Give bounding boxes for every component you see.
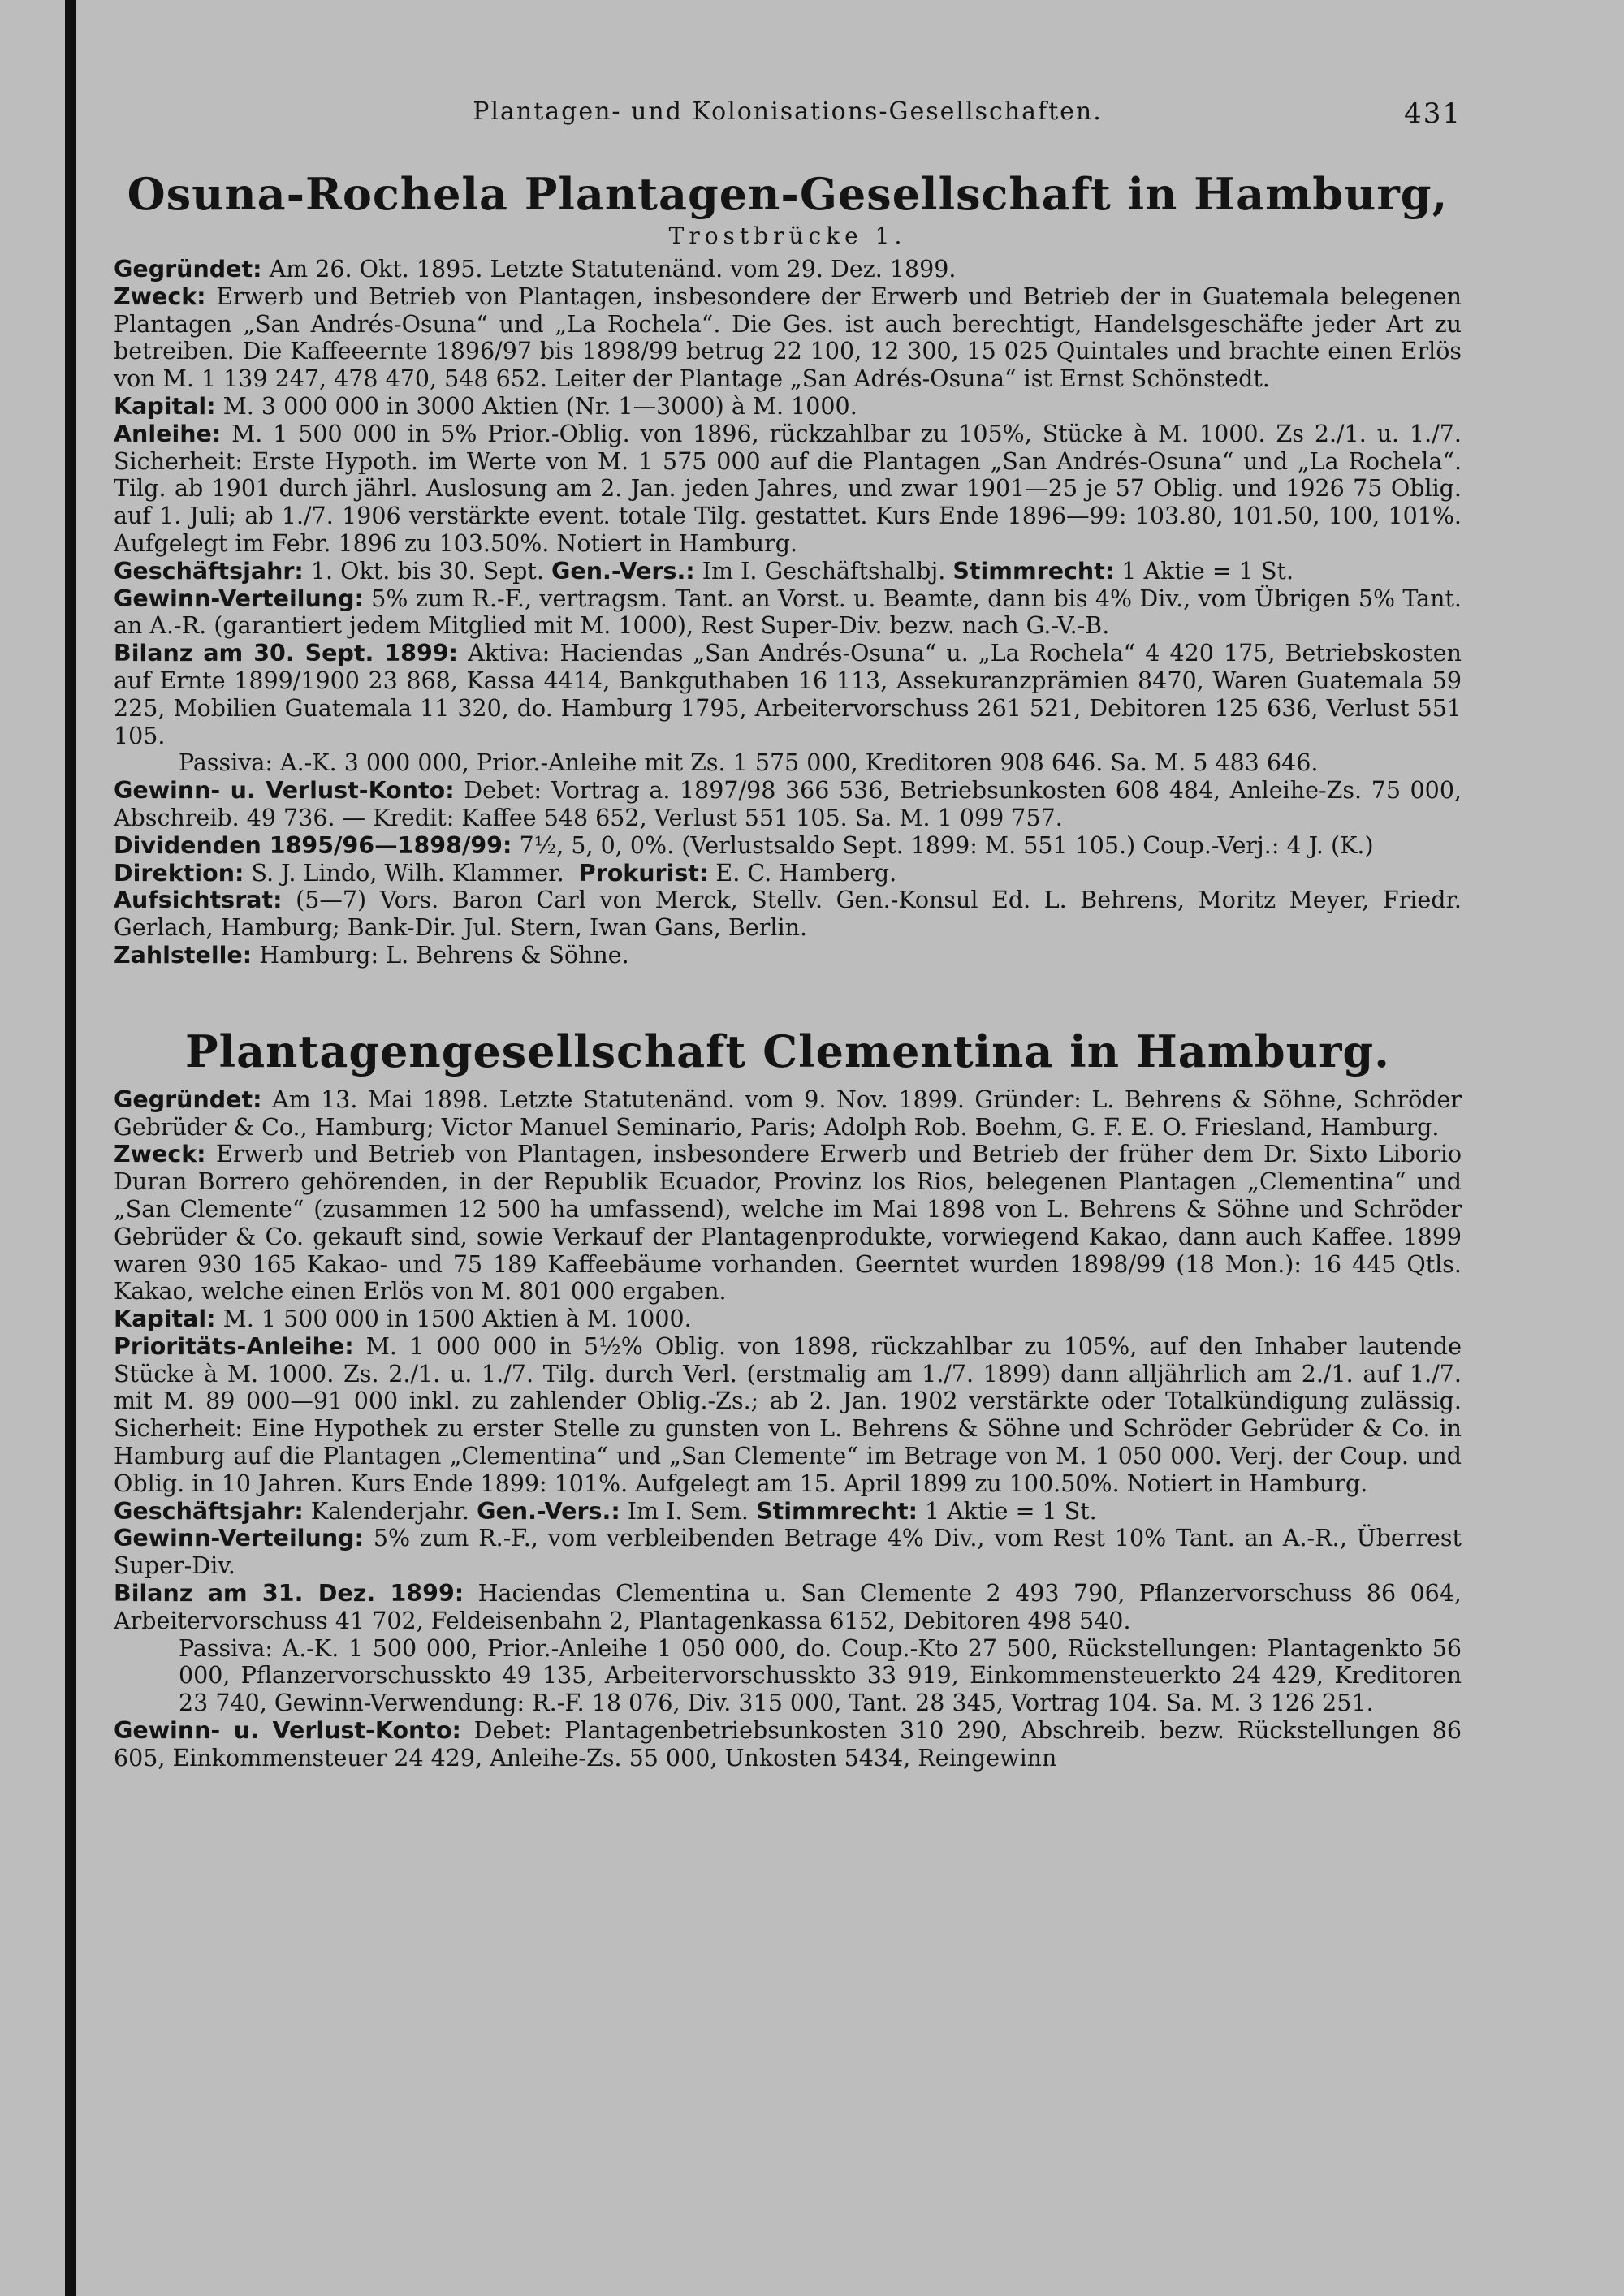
- entry-gewinn-verteilung: [114, 1525, 1462, 1580]
- entry-gewinn-verlust: [114, 1717, 1462, 1772]
- entry-text: 5% zum R.-F., vertragsm. Tant. an Vorst. u. Beamte, dann bis 4% Div., vom Übrigen 5% Tant. an A.-R. (garantiert jedem Mitglied mit M. 1000), Rest Super-Div. bezw. nach G.-V.-B.: [114, 585, 1462, 640]
- entry-text: Haciendas Clementina u. San Clemente 2 493 790, Pflanzervorschuss 86 064, Arbeitervorschuss 41 702, Feldeisenbahn 2, Plantagenkassa 6152, Debitoren 498 540.: [114, 1580, 1462, 1634]
- entry-text: 1. Okt. bis 30. Sept.: [310, 557, 544, 585]
- entry-aufsichtsrat: [114, 887, 1462, 942]
- entry-label-stimmrecht: Stimmrecht:: [952, 557, 1115, 585]
- entry-label: Geschäftsjahr:: [114, 1497, 304, 1525]
- entry-zweck: [114, 1141, 1462, 1306]
- entry-text: (5—7) Vors. Baron Carl von Merck, Stellv. Gen.-Konsul Ed. L. Behrens, Moritz Meyer, Friedr. Gerlach, Hamburg; Bank-Dir. Jul. Stern, Iwan Gans, Berlin.: [114, 887, 1462, 942]
- entry-text: Aktiva: Haciendas „San Andrés-Osuna“ u. „La Rochela“ 4 420 175, Betriebskosten auf Ernte 1899/1900 23 868, Kassa 4414, Bankguthaben 16 113, Assekuranzprämien 8470, Waren Guatemala 59 225, Mobilien Guatemala 11 320, do. Hamburg 1795, Arbeitervorschuss 261 521, Debitoren 125 636, Verlust 551 105.: [114, 640, 1462, 749]
- entry-kapital: [114, 1306, 1462, 1333]
- entry-label: Anleihe:: [114, 420, 222, 447]
- running-title: Plantagen- und Kolonisations-Gesellschaften.: [473, 97, 1103, 126]
- running-head: [114, 97, 1462, 146]
- entry-label: Kapital:: [114, 1306, 216, 1333]
- company-osuna-rochela: [114, 169, 1462, 969]
- entry-anleihe: [114, 421, 1462, 558]
- entry-text: Passiva: A.-K. 1 500 000, Prior.-Anleihe 1 050 000, do. Coup.-Kto 27 500, Rückstellungen: Plantagenkto 56 000, Pflanzervorschusskto 49 135, Arbeitervorschusskto 33 919, Einkommensteuerkto 24 429, Kreditoren 23 740, Gewinn-Verwendung: R.-F. 18 076, Div. 315 000, Tant. 28 345, Vortrag 104. Sa. M. 3 126 251.: [179, 1634, 1462, 1717]
- company-clementina: [114, 1026, 1462, 1772]
- entry-zweck: [114, 283, 1462, 393]
- entry-label-prokurist: Prokurist:: [578, 859, 709, 887]
- entry-direktion: [114, 860, 1462, 887]
- entry-label: Zahlstelle:: [114, 941, 253, 969]
- entry-geschaeftsjahr: [114, 558, 1462, 585]
- entry-text: Kalenderjahr.: [310, 1497, 469, 1525]
- entry-label: Aufsichtsrat:: [114, 887, 283, 914]
- entry-label-gen-vers: Gen.-Vers.:: [477, 1497, 620, 1525]
- entry-label: Zweck:: [114, 1141, 206, 1168]
- entry-text-gen-vers: Im I. Sem.: [627, 1497, 749, 1525]
- entry-text: 5% zum R.-F., vom verbleibenden Betrage 4% Div., vom Rest 10% Tant. an A.-R., Überrest Super-Div.: [114, 1525, 1462, 1580]
- company-title: Osuna-Rochela Plantagen-Gesellschaft in Hamburg,: [127, 168, 1449, 220]
- entry-label: Gegründet:: [114, 256, 262, 283]
- entry-gegruendet: [114, 1086, 1462, 1142]
- entry-gegruendet: [114, 256, 1462, 283]
- entry-text-gen-vers: Im I. Geschäftshalbj.: [702, 557, 946, 585]
- entry-label: Direktion:: [114, 859, 244, 887]
- entry-label: Bilanz am 30. Sept. 1899:: [114, 640, 459, 667]
- entry-label: Gewinn- u. Verlust-Konto:: [114, 1717, 461, 1745]
- entry-label: Kapital:: [114, 392, 216, 420]
- entry-text: Passiva: A.-K. 3 000 000, Prior.-Anleihe mit Zs. 1 575 000, Kreditoren 908 646. Sa. M. 5 483 646.: [179, 749, 1319, 777]
- entry-text: Erwerb und Betrieb von Plantagen, insbesondere der Erwerb und Betrieb der in Guatemala belegenen Plantagen „San Andrés-Osuna“ und „La Rochela“. Die Ges. ist auch berechtigt, Handelsgeschäfte jeder Art zu betreiben. Die Kaffeeernte 1896/97 bis 1898/99 betrug 22 100, 12 300, 15 025 Quintales und brachte einen Erlös von M. 1 139 247, 478 470, 548 652. Leiter der Plantage „San Adrés-Osuna“ ist Ernst Schönstedt.: [114, 283, 1462, 393]
- entry-text-stimmrecht: 1 Aktie = 1 St.: [925, 1497, 1097, 1525]
- entry-kapital: [114, 393, 1462, 421]
- entry-text: Am 13. Mai 1898. Letzte Statutenänd. vom 9. Nov. 1899. Gründer: L. Behrens & Söhne, Schröder Gebrüder & Co., Hamburg; Victor Manuel Seminario, Paris; Adolph Rob. Boehm, G. F. E. O. Friesland, Hamburg.: [114, 1085, 1462, 1141]
- entry-gewinn-verteilung: [114, 585, 1462, 641]
- content: [114, 97, 1462, 1772]
- entry-label: Geschäftsjahr:: [114, 557, 304, 585]
- entry-prioritaets-anleihe: [114, 1333, 1462, 1498]
- entry-text: M. 1 500 000 in 5% Prior.-Oblig. von 1896, rückzahlbar zu 105%, Stücke à M. 1000. Zs 2./1. u. 1./7. Sicherheit: Erste Hypoth. im Werte von M. 1 575 000 auf die Plantagen „San Andrés-Osuna“ und „La Rochela“. Tilg. ab 1901 durch jährl. Auslosung am 2. Jan. jeden Jahres, und zwar 1901—25 je 57 Oblig. und 1926 75 Oblig. auf 1. Juli; ab 1./7. 1906 verstärkte event. totale Tilg. gestattet. Kurs Ende 1896—99: 103.80, 101.50, 100, 101%. Aufgelegt im Febr. 1896 zu 103.50%. Notiert in Hamburg.: [114, 420, 1462, 557]
- entry-text: S. J. Lindo, Wilh. Klammer.: [251, 859, 564, 887]
- entry-text: Hamburg: L. Behrens & Söhne.: [259, 941, 629, 969]
- entry-text: Am 26. Okt. 1895. Letzte Statutenänd. vom 29. Dez. 1899.: [269, 256, 957, 283]
- entry-text: Debet: Vortrag a. 1897/98 366 536, Betriebsunkosten 608 484, Anleihe-Zs. 75 000, Abschreib. 49 736. — Kredit: Kaffee 548 652, Verlust 551 105. Sa. M. 1 099 757.: [114, 777, 1462, 831]
- entry-text: Debet: Plantagenbetriebsunkosten 310 290, Abschreib. bezw. Rückstellungen 86 605, Einkommensteuer 24 429, Anleihe-Zs. 55 000, Unkosten 5434, Reingewinn: [114, 1717, 1462, 1772]
- entry-label: Zweck:: [114, 283, 206, 310]
- entry-label-gen-vers: Gen.-Vers.:: [551, 557, 695, 585]
- binding-edge: [65, 0, 76, 2296]
- entry-label: Prioritäts-Anleihe:: [114, 1332, 354, 1360]
- entry-text: Erwerb und Betrieb von Plantagen, insbesondere Erwerb und Betrieb der früher dem Dr. Sixto Liborio Duran Borrero gehörenden, in der Republik Ecuador, Provinz los Rios, belegenen Plantagen „Clementina“ und „San Clemente“ (zusammen 12 500 ha umfassend), welche im Mai 1898 von L. Behrens & Söhne und Schröder Gebrüder & Co. gekauft sind, sowie Verkauf der Plantagenprodukte, vorwiegend Kakao, dann auch Kaffee. 1899 waren 930 165 Kakao- und 75 189 Kaffeebäume vorhanden. Geerntet wurden 1898/99 (18 Mon.): 16 445 Qtls. Kakao, welche einen Erlös von M. 801 000 ergaben.: [114, 1141, 1462, 1306]
- company-title: Plantagengesellschaft Clementina in Hamburg.: [185, 1025, 1390, 1077]
- entry-label: Gewinn-Verteilung:: [114, 585, 364, 612]
- entry-bilanz-passiva: [114, 1635, 1462, 1717]
- entry-label-stimmrecht: Stimmrecht:: [756, 1497, 918, 1525]
- entry-text: M. 1 000 000 in 5½% Oblig. von 1898, rückzahlbar zu 105%, auf den Inhaber lautende Stücke à M. 1000. Zs. 2./1. u. 1./7. Tilg. durch Verl. (erstmalig am 1./7. 1899) dann alljährlich am 2./1. auf 1./7. mit M. 89 000—91 000 inkl. zu zahlender Oblig.-Zs.; ab 2. Jan. 1902 verstärkte oder Totalkündigung zulässig. Sicherheit: Eine Hypothek zu erster Stelle zu gunsten von L. Behrens & Söhne und Schröder Gebrüder & Co. in Hamburg auf die Plantagen „Clementina“ und „San Clemente“ im Betrage von M. 1 050 000. Verj. der Coup. und Oblig. in 10 Jahren. Kurs Ende 1899: 101%. Aufgelegt am 15. April 1899 zu 100.50%. Notiert in Hamburg.: [114, 1332, 1462, 1497]
- entry-text: M. 3 000 000 in 3000 Aktien (Nr. 1—3000) à M. 1000.: [222, 392, 857, 420]
- entry-bilanz-passiva: [114, 749, 1462, 777]
- entry-label: Dividenden 1895/96—1898/99:: [114, 831, 512, 859]
- entry-geschaeftsjahr: [114, 1498, 1462, 1526]
- entry-text-stimmrecht: 1 Aktie = 1 St.: [1121, 557, 1294, 585]
- entry-gewinn-verlust: [114, 777, 1462, 832]
- entry-label: Gewinn-Verteilung:: [114, 1525, 364, 1552]
- entry-zahlstelle: [114, 942, 1462, 969]
- entry-label: Bilanz am 31. Dez. 1899:: [114, 1580, 464, 1608]
- entry-dividenden: [114, 832, 1462, 860]
- page-number: 431: [1404, 97, 1462, 130]
- entry-bilanz-aktiva: [114, 1580, 1462, 1635]
- entry-text: 7½, 5, 0, 0%. (Verlustsaldo Sept. 1899: M. 551 105.) Coup.-Verj.: 4 J. (K.): [519, 831, 1374, 859]
- entry-label: Gegründet:: [114, 1085, 262, 1113]
- company-address: Trostbrücke 1.: [668, 222, 907, 249]
- entry-text: M. 1 500 000 in 1500 Aktien à M. 1000.: [222, 1306, 692, 1333]
- entry-label: Gewinn- u. Verlust-Konto:: [114, 777, 455, 805]
- entry-bilanz-aktiva: [114, 640, 1462, 749]
- entry-text-prokurist: E. C. Hamberg.: [715, 859, 897, 887]
